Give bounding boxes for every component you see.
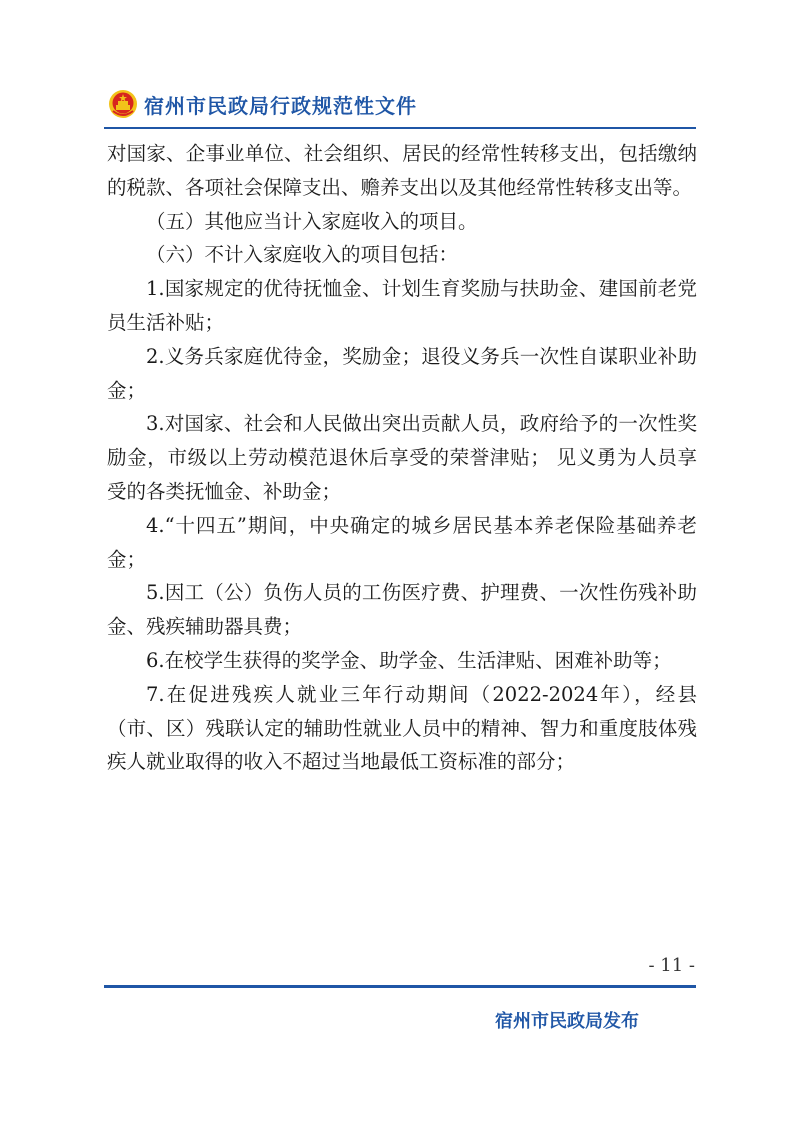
document-header [108,84,417,124]
document-header-title: 宿州市民政局行政规范性文件 [144,93,417,118]
body-paragraph: 2.义务兵家庭优待金，奖励金；退役义务兵一次性自谋职业补助金； [107,344,697,402]
body-paragraph: 6.在校学生获得的奖学金、助学金、生活津贴、困难补助等； [146,648,672,672]
body-paragraph: 对国家、企事业单位、社会组织、居民的经常性转移支出，包括缴纳的税款、各项社会保障支出、赡养支出以及其他经常性转移支出等。 [107,142,697,199]
body-paragraph: 3.对国家、社会和人民做出突出贡献人员，政府给予的一次性奖励金，市级以上劳动模范退休后享受的荣誉津贴； 见义勇为人员享受的各类抚恤金、补助金； [107,412,697,503]
footer-publisher: 宿州市民政局发布 [495,1011,639,1032]
body-paragraph: （五）其他应当计入家庭收入的项目。 [146,209,478,233]
page-number: - 11 - [648,955,695,976]
body-paragraph: 1.国家规定的优待抚恤金、计划生育奖励与扶助金、建国前老党员生活补贴； [107,277,697,334]
document-body [107,137,697,779]
footer-divider [104,985,696,988]
body-paragraph: （六）不计入家庭收入的项目包括： [146,243,459,267]
body-paragraph: 4.“十四五”期间，中央确定的城乡居民基本养老保险基础养老金； [107,513,697,571]
body-paragraph: 7.在促进残疾人就业三年行动期间（2022-2024年），经县（市、区）残联认定的辅助性就业人员中的精神、智力和重度肢体残疾人就业取得的收入不超过当地最低工资标准的部分； [107,682,697,774]
header-divider [104,127,696,129]
national-emblem-icon [108,89,138,119]
body-paragraph: 5.因工（公）负伤人员的工伤医疗费、护理费、一次性伤残补助金、残疾辅助器具费； [107,581,697,639]
